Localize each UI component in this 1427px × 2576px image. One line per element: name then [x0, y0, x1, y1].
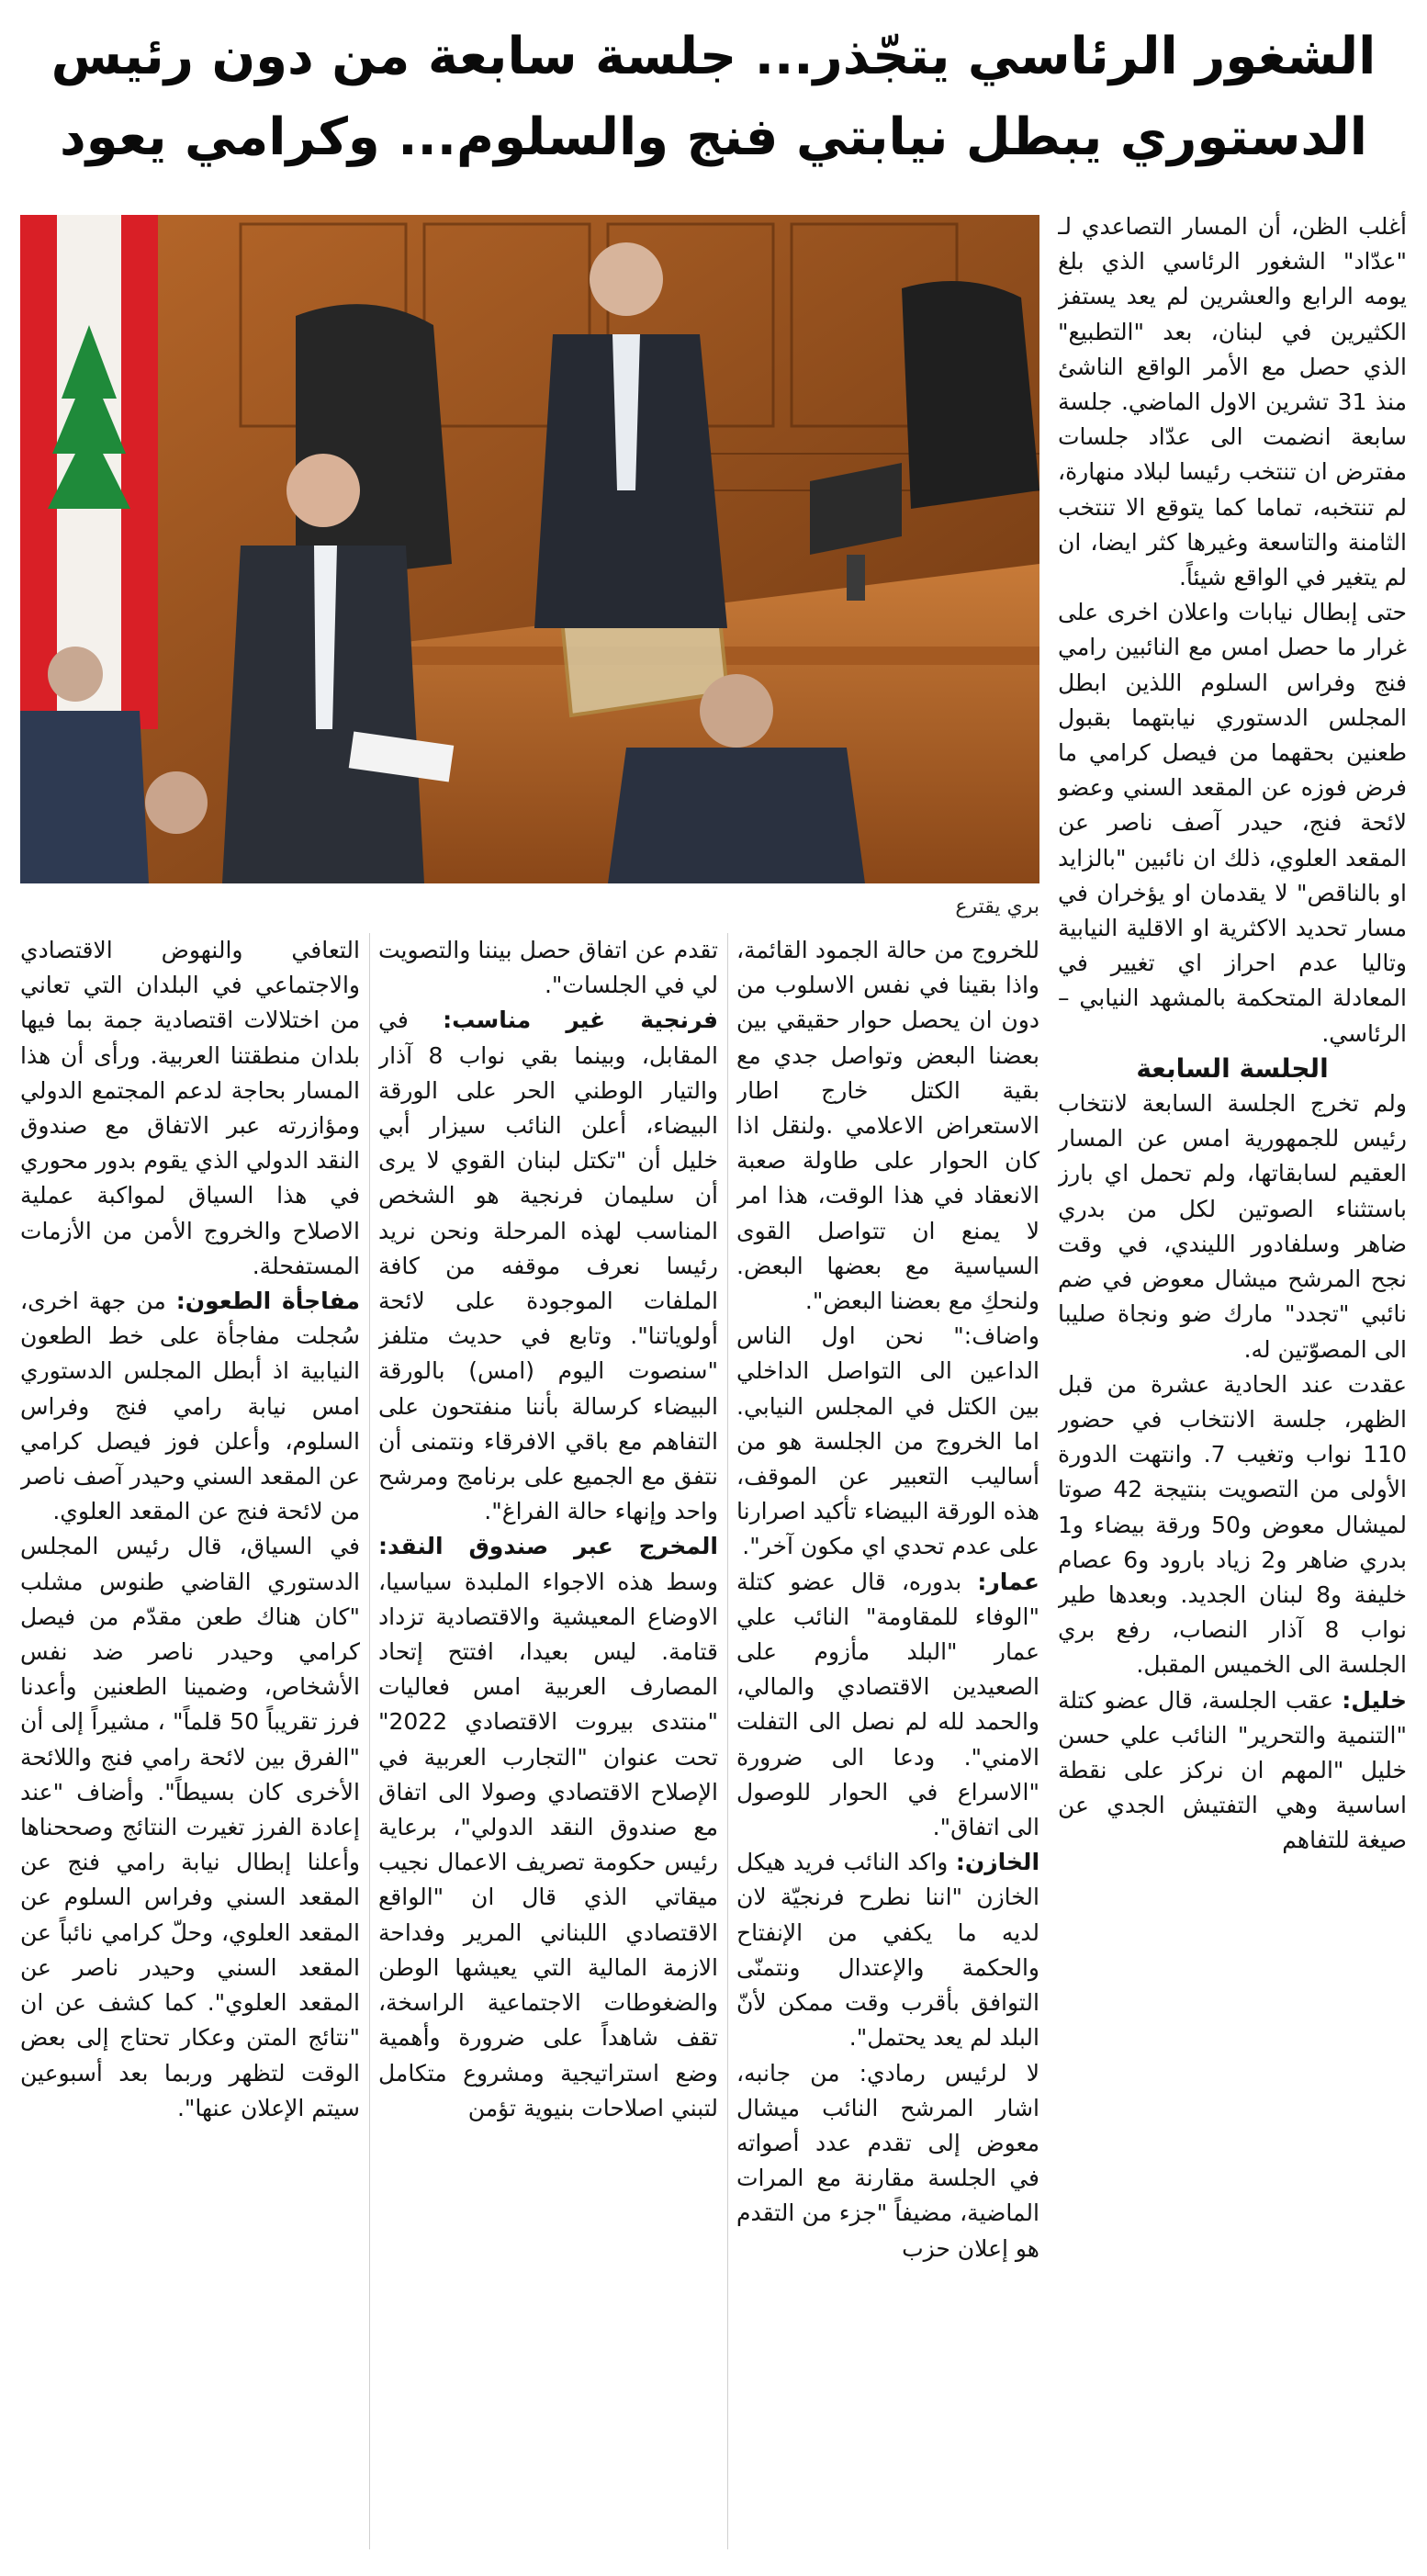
paragraph — [20, 1284, 360, 1529]
paragraph-lead: خليل: — [1342, 1686, 1407, 1714]
article-column-1 — [20, 933, 360, 2560]
paragraph: عقدت عند الحادية عشرة من قبل الظهر، جلسة الانتخاب في حضور 110 نواب وتغيب 7. وانتهت الدورة الأولى من التصويت بنتيجة 42 صوتا لميشال معوض و50 ورقة بيضاء و1 بدري ضاهر و2 زياد بارود و6 عصام خليفة و8 لبنان الجديد. وبعدها طير نواب 8 آذار النصاب، رفع بري الجلسة الى الخميس المقبل. — [1058, 1370, 1407, 1679]
paragraph — [378, 1003, 718, 1529]
paragraph-text: في المقابل، وبينما بقي نواب 8 آذار والتيار الوطني الحر على الورقة البيضاء، أعلن النائب سيزار أبي خليل أن "تكتل لبنان القوي لا يرى أن سليمان فرنجية هو الشخص المناسب لهذه المرحلة ونحن نريد رئيسا نعرف موقفه من كافة الملفات الموجودة على لائحة أولوياتنا". وتابع في حديث متلفز "سنصوت اليوم (امس) بالورقة البيضاء كرسالة بأننا منفتحون على التفاهم مع باقي الافرقاء ونتمنى أن نتفق مع الجميع على برنامج ومرشح واحد وإنهاء حالة الفراغ". — [378, 1007, 718, 1525]
paragraph — [1058, 1683, 1407, 1859]
paragraph-lead: الخازن: — [955, 1849, 1039, 1876]
photo-illustration — [20, 215, 1039, 883]
column-divider — [727, 933, 728, 2549]
article-column-2 — [378, 933, 718, 2560]
paragraph: ولم تخرج الجلسة السابعة لانتخاب رئيس للجمهورية امس عن المسار العقيم لسابقاتها، ولم تحمل اي بارز باستثناء الصوتين لكل من بدري ضاهر وسلفادور الليندي، في وقت نجح المرشح ميشال معوض في ضم نائبي "تجدد" مارك ضو ونجاة صليبا الى المصوّتين له. — [1058, 1090, 1407, 1363]
section-subheading: الجلسة السابعة — [1136, 1052, 1329, 1084]
headline-line-1: الشغور الرئاسي يتجّذر... جلسة سابعة من دون رئيس — [51, 27, 1376, 86]
paragraph-lead: عمار: — [977, 1568, 1039, 1595]
headline — [22, 17, 1405, 178]
paragraph-lead: فرنجية غير مناسب: — [443, 1007, 718, 1034]
paragraph-text: بدوره، قال عضو كتلة "الوفاء للمقاومة" النائب علي عمار "البلد مأزوم على الصعيدين الاقتصادي والمالي، والحمد لله لم نصل الى التفلت الامني". ودعا الى ضرورة "الاسراع في الحوار للوصول الى اتفاق". — [736, 1568, 1039, 1841]
article-column-right — [1058, 209, 1407, 2560]
paragraph-lead: المخرج عبر صندوق النقد: — [378, 1533, 718, 1560]
paragraph-text: عقب الجلسة، قال عضو كتلة "التنمية والتحرير" النائب علي حسن خليل "المهم ان نركز على نقطة اساسية وهي التفتيش الجدي عن صيغة للتفاهم — [1058, 1686, 1407, 1854]
paragraph: أغلب الظن، أن المسار التصاعدي لـ "عدّاد" الشغور الرئاسي الذي بلغ يومه الرابع والعشرين لم يعد يستفز الكثيرين في لبنان، بعد "التطبيع" الذي حصل مع الأمر الواقع الناشئ منذ 31 تشرين الاول الماضي. جلسة سابعة انضمت الى عدّاد جلسات مفترض ان تنتخب رئيسا لبلاد منهارة، لم تنتخبه، تماما كما يتوقع الا تنتخب الثامنة والتاسعة وغيرها كثر ايضا، ان لم يتغير في الواقع شيئاً. — [1058, 213, 1407, 591]
paragraph-text: وسط هذه الاجواء الملبدة سياسيا، الاوضاع المعيشية والاقتصادية تزداد قتامة. ليس بعيدا، افتتح إتحاد المصارف العربية امس فعاليات "منتدى بيروت الاقتصادي 2022" تحت عنوان "التجارب العربية في الإصلاح الاقتصادي وصولا الى اتفاق مع صندوق النقد الدولي"، برعاية رئيس حكومة تصريف الاعمال نجيب ميقاتي الذي قال ان "الواقع الاقتصادي اللبناني المرير وفداحة الازمة المالية التي يعيشها الوطن والضغوطات الاجتماعية الراسخة، تقف شاهداً على ضرورة وأهمية وضع استراتيجية ومشروع متكامل لتبني اصلاحات بنيوية تؤمن — [378, 1568, 718, 2121]
paragraph: في السياق، قال رئيس المجلس الدستوري القاضي طنوس مشلب "كان هناك طعن مقدّم من فيصل كرامي وحيدر ناصر ضد نفس الأشخاص، وضمينا الطعنين وأعدنا فرز تقريباً 50 قلماً" ، مشيراً إلى أن "الفرق بين لائحة رامي فنج واللائحة الأخرى كان بسيطاً". وأضاف "عند إعادة الفرز تغيرت النتائج وصححناها وأعلنا إبطال نيابة رامي فنج عن المقعد السني وفراس السلوم عن المقعد العلوي، وحلّ كرامي نائباً عن المقعد السني وحيدر ناصر عن المقعد العلوي". كما كشف عن ان "نتائج المتن وعكار تحتاج إلى بعض الوقت لتظهر وربما بعد أسبوعين سيتم الإعلان عنها". — [20, 1533, 360, 2121]
headline-line-2: الدستوري يبطل نيابتي فنج والسلوم... وكرامي يعود — [60, 107, 1367, 167]
photo-caption: بري يقترع — [955, 895, 1039, 918]
paragraph: للخروج من حالة الجمود القائمة، واذا بقينا في نفس الاسلوب من دون ان يحصل حوار حقيقي بين بعضنا البعض وتواصل جدي مع بقية الكتل خارج اطار الاستعراض الاعلامي .ولنقل اذا كان الحوار على طاولة صعبة الانعقاد في هذا الوقت، هذا امر لا يمنع ان تتواصل القوى السياسية مع بعضها البعض. ولنحكِ مع بعضنا البعض". — [736, 937, 1039, 1315]
paragraph: تقدم عن اتفاق حصل بيننا والتصويت لي في الجلسات". — [378, 937, 718, 999]
paragraph-text: واكد النائب فريد هيكل الخازن "اننا نطرح فرنجيّة لان لديه ما يكفي من الإنفتاح والحكمة والإعتدال ونتمنّى التوافق بأقرب وقت ممكن لأنّ البلد لم يعد يحتمل". — [736, 1849, 1039, 2052]
paragraph — [736, 1845, 1039, 2055]
paragraph — [736, 1565, 1039, 1846]
paragraph: التعافي والنهوض الاقتصادي والاجتماعي في البلدان التي تعاني من اختلالات اقتصادية جمة بما فيها بلدان منطقتنا العربية. ورأى أن هذا المسار بحاجة لدعم المجتمع الدولي ومؤازرته عبر الاتفاق مع صندوق النقد الدولي الذي يقوم بدور محوري في هذا السياق لمواكبة عملية الاصلاح والخروج الأمن من الأزمات المستفحلة. — [20, 937, 360, 1279]
article-column-3 — [736, 933, 1039, 2560]
article-photo — [20, 215, 1039, 883]
paragraph-text: من جهة اخرى، سُجلت مفاجأة على خط الطعون النيابية اذ أبطل المجلس الدستوري امس نيابة رامي فنج وفراس السلوم، وأعلن فوز فيصل كرامي عن المقعد السني وحيدر آصف ناصر من لائحة فنج عن المقعد العلوي. — [20, 1288, 360, 1525]
column-divider — [369, 933, 370, 2549]
paragraph: لا لرئيس رمادي: من جانبه، اشار المرشح النائب ميشال معوض إلى تقدم عدد أصواته في الجلسة مقارنة مع المرات الماضية، مضيفاً "جزء من التقدم هو إعلان حزب — [736, 2059, 1039, 2262]
paragraph-lead: مفاجأة الطعون: — [175, 1288, 360, 1315]
paragraph — [378, 1529, 718, 2125]
paragraph: حتى إبطال نيابات واعلان اخرى على غرار ما حصل امس مع النائبين رامي فنج وفراس السلوم اللذين ابطل المجلس الدستوري نيابتهما بقبول طعنين بحقهما من فيصل كرامي ما فرض فوزه عن المقعد السني وعضو لائحة فنج، حيدر آصف ناصر عن المقعد العلوي، ذلك ان نائبين "بالزايد او بالناقص" لا يقدمان او يؤخران في مسار تحديد الاكثرية او الاقلية النيابية وتاليا عدم احراز اي تغيير في المعادلة المتحكمة بالمشهد النيابي – الرئاسي. — [1058, 599, 1407, 1047]
paragraph: واضاف:" نحن اول الناس الداعين الى التواصل الداخلي بين الكتل في المجلس النيابي. اما الخروج من الجلسة هو من أساليب التعبير عن الموقف، هذه الورقة البيضاء تأكيد اصرارنا على عدم تحدي اي مكون آخر". — [736, 1322, 1039, 1560]
